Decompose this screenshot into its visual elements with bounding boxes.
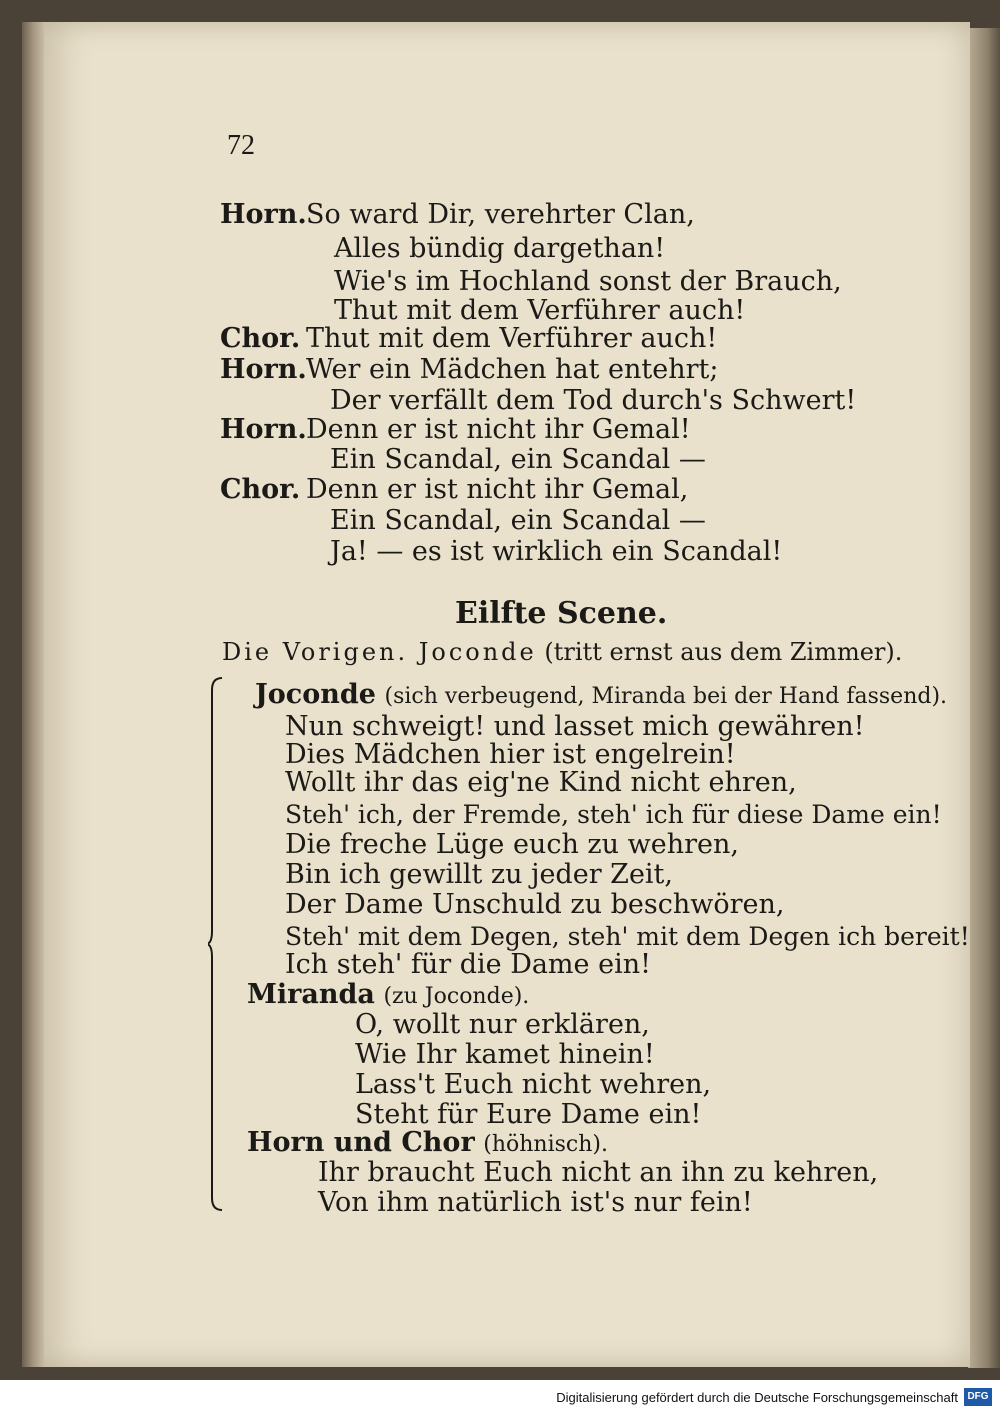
verse-line: Der verfällt dem Tod durch's Schwert! [330, 385, 857, 416]
verse-line: Wie's im Hochland sonst der Brauch, [334, 266, 842, 297]
dfg-logo-icon: DFG [964, 1388, 992, 1406]
speaker-line [247, 1128, 608, 1160]
verse-line: Nun schweigt! und lasset mich gewähren! [285, 711, 865, 742]
speaker-label: Chor. [220, 474, 301, 505]
verse-line: Dies Mädchen hier ist engelrein! [285, 739, 736, 770]
verse-line: Steh' ich, der Fremde, steh' ich für diese Dame ein! [285, 800, 942, 829]
facing-page-edge [968, 28, 1000, 1368]
verse-line: Ich steh' für die Dame ein! [285, 949, 651, 980]
verse-line: Ihr braucht Euch nicht an ihn zu kehren, [318, 1157, 879, 1188]
verse-line: Wer ein Mädchen hat entehrt; [306, 354, 719, 385]
speaker-label: Horn. [220, 414, 307, 445]
verse-line: Ein Scandal, ein Scandal — [330, 444, 706, 475]
verse-line: Lass't Euch nicht wehren, [355, 1069, 712, 1100]
verse-line: Ein Scandal, ein Scandal — [330, 505, 706, 536]
verse-line: Steh' mit dem Degen, steh' mit dem Degen ich bereit! [285, 922, 970, 951]
verse-line: O, wollt nur erklären, [355, 1009, 650, 1040]
speaker-label: Horn. [220, 199, 307, 230]
verse-line: Steht für Eure Dame ein! [355, 1099, 702, 1130]
verse-line: Der Dame Unschuld zu beschwören, [285, 889, 785, 920]
speaker-label: Horn. [220, 354, 307, 385]
scene-heading: Eilfte Scene. [455, 596, 668, 631]
speaker-label: Horn und Chor [247, 1127, 475, 1158]
speaker-line [247, 980, 529, 1012]
speaker-label: Miranda [247, 979, 375, 1010]
stage-direction-rest: (tritt ernst aus dem Zimmer). [544, 638, 903, 666]
digitization-footer [0, 1380, 1000, 1415]
verse-line: Denn er ist nicht ihr Gemal, [306, 474, 689, 505]
verse-line: Von ihm natürlich ist's nur fein! [318, 1187, 753, 1218]
verse-line: Die freche Lüge euch zu wehren, [285, 829, 739, 860]
curly-brace [208, 676, 224, 1211]
verse-line: Thut mit dem Verführer auch! [306, 323, 718, 354]
verse-line: Wollt ihr das eig'ne Kind nicht ehren, [285, 767, 797, 798]
verse-line: Wie Ihr kamet hinein! [355, 1039, 655, 1070]
verse-line: So ward Dir, verehrter Clan, [306, 199, 695, 230]
speaker-label: Joconde [255, 679, 376, 710]
page-number: 72 [227, 130, 255, 161]
verse-line: Thut mit dem Verführer auch! [334, 295, 746, 326]
verse-line: Denn er ist nicht ihr Gemal! [306, 414, 691, 445]
speaker-label: Chor. [220, 323, 301, 354]
footer-credit: Digitalisierung gefördert durch die Deutsche Forschungsgemeinschaft [556, 1390, 958, 1405]
stage-direction: (sich verbeugend, Miranda bei der Hand fassend). [384, 684, 948, 709]
speaker-line [255, 680, 947, 712]
verse-line: Ja! — es ist wirklich ein Scandal! [330, 536, 783, 567]
stage-direction-names: Die Vorigen. Joconde [222, 638, 537, 666]
stage-direction: (höhnisch). [483, 1132, 608, 1157]
verse-line: Bin ich gewillt zu jeder Zeit, [285, 859, 673, 890]
stage-direction: (zu Joconde). [383, 984, 530, 1009]
stage-direction [222, 637, 902, 667]
verse-line: Alles bündig dargethan! [334, 233, 666, 264]
